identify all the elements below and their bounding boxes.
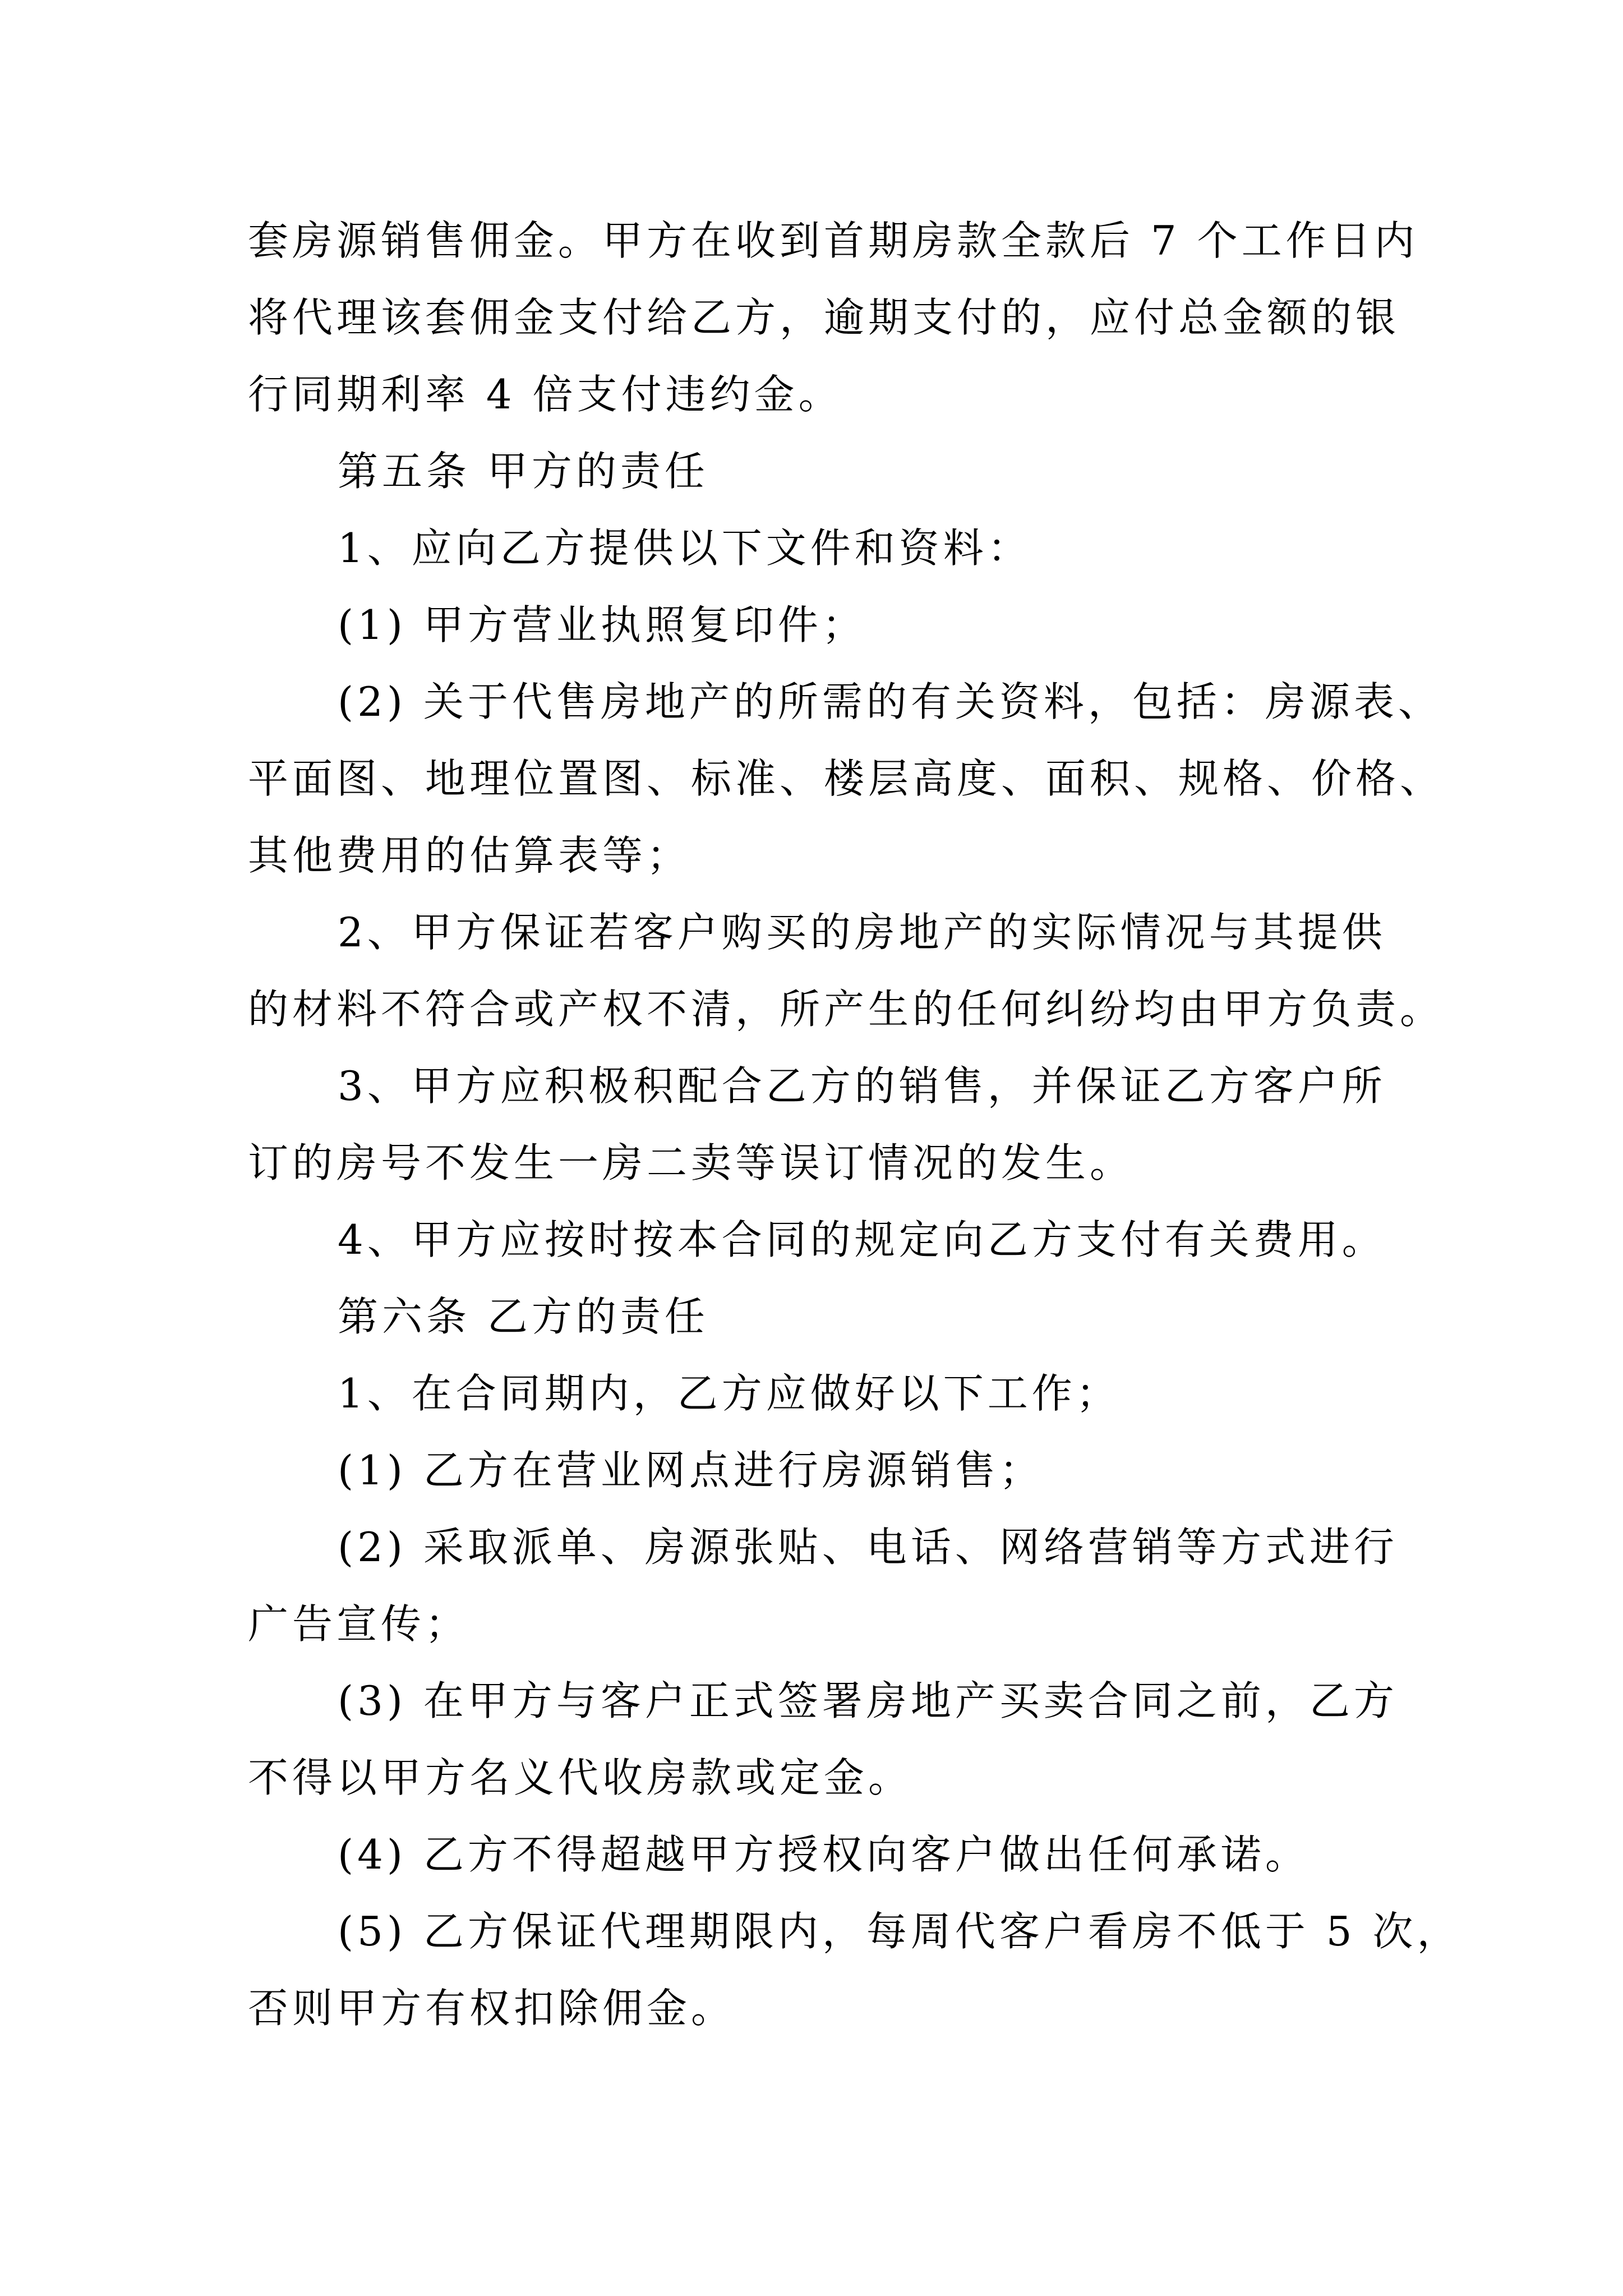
paragraph-line: 的材料不符合或产权不清，所产生的任何纠纷均由甲方负责。 (248, 986, 1445, 1033)
list-item: (1) 甲方营业执照复印件； (338, 601, 866, 648)
list-item: (5) 乙方保证代理期限内，每周代客户看房不低于 5 次， (338, 1908, 1461, 1955)
paragraph-line: 1、应向乙方提供以下文件和资料： (338, 524, 1032, 572)
paragraph-line: 平面图、地理位置图、标准、楼层高度、面积、规格、价格、 (248, 755, 1445, 802)
paragraph-line: 其他费用的估算表等； (248, 832, 691, 879)
list-item: (2) 采取派单、房源张贴、电话、网络营销等方式进行 (338, 1524, 1398, 1571)
list-item: (2) 关于代售房地产的所需的有关资料，包括：房源表、 (338, 678, 1442, 725)
paragraph-line: 套房源销售佣金。甲方在收到首期房款全款后 7 个工作日内 (248, 217, 1419, 264)
paragraph-line: 不得以甲方名义代收房款或定金。 (248, 1754, 913, 1801)
paragraph-line: 广告宣传； (248, 1600, 470, 1648)
paragraph-line: 否则甲方有权扣除佣金。 (248, 1985, 736, 2032)
paragraph-line: 订的房号不发生一房二卖等误订情况的发生。 (248, 1139, 1135, 1186)
list-item: (3) 在甲方与客户正式签署房地产买卖合同之前，乙方 (338, 1677, 1398, 1724)
paragraph-line: 4、甲方应按时按本合同的规定向乙方支付有关费用。 (338, 1216, 1386, 1263)
list-item: (1) 乙方在营业网点进行房源销售； (338, 1447, 1044, 1494)
paragraph-line: 2、甲方保证若客户购买的房地产的实际情况与其提供 (338, 909, 1386, 956)
list-item: (4) 乙方不得超越甲方授权向客户做出任何承诺。 (338, 1831, 1310, 1878)
paragraph-line: 行同期利率 4 倍支付违约金。 (248, 371, 843, 418)
section-heading: 第六条 乙方的责任 (338, 1293, 709, 1340)
paragraph-line: 将代理该套佣金支付给乙方，逾期支付的，应付总金额的银 (248, 294, 1400, 341)
paragraph-line: 1、在合同期内，乙方应做好以下工作； (338, 1370, 1121, 1417)
section-heading: 第五条 甲方的责任 (338, 448, 709, 495)
paragraph-line: 3、甲方应积极积配合乙方的销售，并保证乙方客户所 (338, 1062, 1386, 1110)
